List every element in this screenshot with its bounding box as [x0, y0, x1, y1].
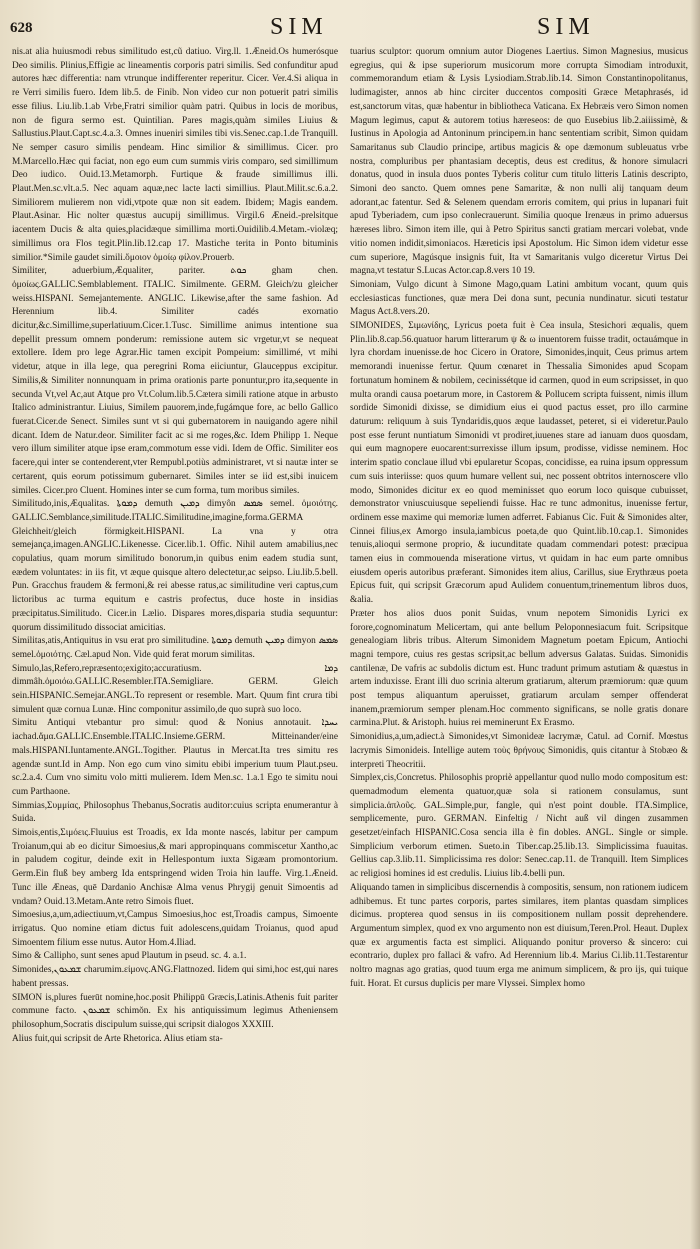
entry-similiter: Similiter, aduerbium,Æqualiter, pariter. ܟܘܬ gham chen. ὁμοίως.GALLIC.Semblablement. ITALIC. Similmente. GERM. Gleich/zu gleicher weiss.HISPANI. Semejantemente. ANGLIC. Likewise,after the same fashion. Ad Herennium lib.4. Similiter cadés exornatio dicitur,&c.Simillime,superlatiuum.Cicer.1.Tusc. Simillime animus intentione sua depellit pressum omnem ponderum: remissione autem sic vrgetur,vt se nequeat extollere. Idem pro lege Agrar.Hic tamen excipit Pompeium: simillimé, vt mihi videtur, atque in illa lege, qua peregrini Roma eiiciuntur, Glauceppus excipitur. Similis,& Similiter nonnunquam in prima orationis parte ponuntur,pro ita,sequente in secunda Vt,vel Ac,aut Atque pro Vt.Colum.lib.5.Cætera simili ratione atque in arbusto Italico administrantur. Liuius, Similem pauorem,inde,fugámque fore, ac bello Gallico fuerat.Cicer.de Senect. Similes sunt vt si qui gubernatorem in nauigando agere nihil dicant. Idem de Natur.deor. Similiter facit ac si me roges,&c. Idem Philipp 1. Neque vero illum similiter atque ipse eram,commotum esse vidi. Idem de Offic. Similiter eos facere,qui inter se contenderent,vter Rempubl.potiùs administraret, vt si nautæ inter se certarent, quis eorum potissimum gubernaret. Similes inter se iid est,sibi inuicem similes. Cicer.pro Cluent. Homines inter se cum forma, tum moribus similes. [12, 266, 338, 496]
entry-simitu: Simitu Antiqui vtebantur pro simul: quod & Nonius annotauit. ܝܚܕܐ iachad.ἅμα.GALLIC.Ensemble.ITALIC.Insieme.GERM. Mitteinander/eine mals.HISPANI.Iuntamente.ANGL.Togither. Plautus in Mercat.Ita tres simitu res agendæ sunt.Id in Amp. Non ego cum vino simitu ebibi imperium tuum Plaut.pseu. sc.2.a.4. Cum vno simitu volo mitti mulierem. Idem Men.sc. 1.a.1 Ego te simitu noui cum Parthaone. [12, 718, 338, 797]
entry-similitudo: Similitudo,inis,Æqualitas. ܕܡܘܬܐ demuth ܕܡܝܢ dimyôn ܣܡܣ semel. ὁμοιότης. GALLIC.Semblance,similitude.ITALIC.Similitudine,imagine,forma.GERMA Gleichheit/gleich förmigkeit.HISPANI. La vna y otra semejança,imagen.ANGLIC.Likenesse. Cicer.lib.1. Offic. Nihil autem amabilius,nec copulatius, quam morum similitudo bonorum,in quibus enim eadem studia sunt, eædem voluntates: in iis fit, vt æque quisque altero delectetur,ac seipso. Liu.lib.5.bell. Pun. Gracchus fraudem & fermoni,& rei abesse ratus,ac similitudine veri captus,cum lictoribus ac turma equitum e castris profectus, duce hoste in insidias præcipitatus.Similitudo. Cicer.in Lælio. Dispares mores,disparia studia sequuntur: quorum dissimilitudo dissociat amicitias. [12, 499, 338, 633]
entry-similis-cont: nis.at alia huiusmodi rebus similitudo est,cũ datiuo. Virg.ll. 1.Æneid.Os humerósque Deo similis. Plinius,Effigie ac lineamentis corporis patri similis. Sed confunditur apud autores hæc differentia: nam vtrunque indifferenter reperitur. Cicer. Ver.4.Si aliqua in re Verri similis fuero. Idem lib.5. de Finib. Non video cur non potuerit patri similis esse filius. Liu.lib.1.ab Vrbe,Fratri similior quàm patri. Quibus in locis de moribus, non de figura sermo est. Quintilian. Pares magis,quàm similes Liuius & Sallustius.Plaut.Capt.sc.4.a.3. Omnes inueniri similes tibi vis.Senec.cap.1.de Tranquill. Ne semper casuro similis pendeam. Hinc similior & simillimus. Cicer. pro M.Marcello.Hæc qui faciat, non ego eum cum summis viris comparo, sed simillimum Deo iudico. Ouid.13.Metamorph. Furtique & fraude simillimus illi. Plaut.Men.sc.vlt.a.5. Nec aquam aquæ,nec lacte lacti simillius. Plaut.Milit.sc.6.a.2. Similiorem mulierem non vidi,vtpote quæ non sit eadem. Ibidem; Magis eandem. Plaut.Asinar. Hic nolter quæstus aucupij simillimus. Virgil.6 Æneid.-prelsitque iacentem Ducis & alta quies,placidæque simillima morti.Ouidilib.4.Metam.-violæq; simillimus ora Flos tegit.Plin.lib.12.cap 17. Mastiche terita in Ponto bituminis similior.*Simile gaudet simili.ὅμοιον ὁμοίῳ φίλον.Prouerb. [12, 47, 338, 263]
entry-simoesius: Simoesius,a,um,adiectiuum,vt,Campus Simoesius,hoc est,Troadis campus, Simoente irrigatus. Quo nomine etiam dictus fuit adolescens,quidam Troianus, quod apud Simoentem filium esse nutus. Autor Hom.4.Iliad. [12, 910, 338, 948]
entry-simonides: SIMONIDES, Σιμωνίδης, Lyricus poeta fuit è Cea insula, Stesichori æqualis, quem Plin.lib.8.cap.56.quatuor harum litterarum ψ & ω inuentorem fuisse tradit, octauámque in lyra chordam inuenisse.de hoc Cicero in Oratore, Simonides,inquit, Ceus primus artem memorandi inuenisse fertur. Quum cœnaret in Thessalia Simonides apud Scopam fortunatum hominem & nobilem, cecinissétque id carmen, quod in eum scripsisset, in quo multa orandi causa poetarum more, in Castorem & Pollucem scripta fuissent, nimis illum sordide Simonidi dixisse, se dimidium eius ei quod pactus esset, pro illo carmine daturum: reliquum à suis Tyndaridis,quos æque laudasset, peteret, si ei videretur.Paulo post esse ferunt nuntiatum Simonidi vt prodiret,iuuenes stare ad ianuam duos quosdam, qui eum magnopere euocarent:surrexisse illum ipsum, prodisse, vidisse neminem. Hoc interim spatio conclaue illud vbi epularetur Scopas, concidisse, ea ruina ipsum oppressum cum suis interiisse: quos quum humare vellent sui, nec possent obtritos internoscere vllo modo, Simonides dicitur ex eo quod meminisset quo eorum loco quisque cubuisset, demonstrator vniuscuiusque sepeliendi fuisse. Hac re tunc admonitus, inuenisse fertur, ordinem esse maxime qui memoriæ lumen adferret. Fabianus Cic. Fuit & Simonides alter, Cinnei filius,ex Amorgo insula,iambicus poeta,de quo Quint.lib.10.cap.1. Simonides tenuis,alioqui sermone proprio, & iucunditate quadam commendari potest: præcipua tamen eius in commouenda miseratione virtus, vt quidam in hac eum parte omnibus eiusdem operis autoribus præferant. Simonides item alius, Carillus, siue Erythræus poeta Epicus fuit, qui scripsit Græcorum apud Aulidem conuentum,trinementum libros duos, &alia. [350, 321, 688, 606]
page-header [10, 14, 692, 40]
page-number: 628 [10, 20, 33, 36]
entry-simmias: Simmias,Συμμίας, Philosophus Thebanus,Socratis auditor:cuius scripta enumerantur à Suida. [12, 800, 338, 825]
entry-simois: Simois,entis,Σιμόεις.Fluuius est Troadis, ex Ida monte nascés, labitur per campum Troianum,qui ab eo dicitur Simoesius,& mari appropinquans commiscetur Xantho,ac in paludem cogitur, deinde exit in Hellespontum iuxta Sigæam promontorium. Germ.Ein fluß bey amberg Ida entspringend widen Troia hin lauffe. Virg.1.Æneid. Tunc ille Æneas, quē Dardanio Anchisæ Alma venus Phrygij genuit Simoentis ad vndam? Ouid.13.Metam.Ante retro Simois fluet. [12, 828, 338, 907]
entry-simones: Simonides,ܫܡܥܘܢ charumim.εἰμονς.ANG.Flattnozed. Iidem qui simi,hoc est,qui nares habent pressas. [12, 965, 338, 989]
right-column [350, 46, 688, 1236]
left-column [12, 46, 338, 1236]
entry-simonidius: Simonidius,a,um,adiect.à Simonides,vt Simonideæ lacrymæ, Catul. ad Cornif. Mœstus lacrymis Simonideis. Intellige autem τοὺς θρήνους Simonidis, quis citantur à Stobæo & interpreti Theocritii. [350, 732, 688, 770]
entry-simon-cont: tuarius sculptor: quorum omnium autor Diogenes Laertius. Simon Magnesius, musicus egregius, qui & ipse superiorum musicorum more corrupta Simodiam introduxit, commemorandum etiam & Lysis Lysiodiam.Strab.lib.14. Simon Constantinopolitanus, ludimagister, annos ab hinc circiter duccentos compositi Græce Metaphrasés, id est,sanctorum vitas, quæ habentur in bibliotheca Vaticana. Ex Hebræis vero Simon nomen Magum legimus, caput & autorem totius hæreseos: de quo Eusebius lib.2.aiiissimè, & Iustinus in Apologia ad Antoninum principem.in hanc sententiam scribit, Simon quidam Samaritanus sub Claudio principe, artibus magicis & ope dæmonum subleuatus vrbe nostra, compluribus per phantasiam deceptis, deus est creditus, & honore simulacri donatus, quod in insula duos pontes Tyberis colitur cum titulo litteris Latinis descripto, Simoni deo sancto. Quem omnes pene Samaritæ, & non nulli alij tanquam deum adorant,ac fatentur. Sed & Selenem quendam erroris comitem, qui prius in lupanari fuit apud Tyberiadem, cum ipso conlecrauerunt. Similia quoque Irenæus in primo aduersus hæreses libro. Simon item ille, qui à Petro Spiritus sancti gratiam mercari volebat, vnde vitio nomen indidit,simoniacos. Hæreticis ipsi Apostolum. Hic Simon idem videtur esse cum superiore, Magúsque insignis fuit, Ita vt Samaritanis vulgo diceretur Virtus Dei magna,vt testatur S.Lucas Actor.cap.8.vers 10 19. [350, 47, 688, 277]
entry-simulo: Simulo,las,Refero,repræsento;exigito;accuratiusm. ܕܡܐ dimmâh.ὁμοιόω.GALLIC.Resembler.ITA.Semigliare. GERM. Gleich sein.HISPANIC.Semejar.ANGL.To represent or resemble. Mart. Quum fint crura tibi simulent quæ cornua Lunæ. Hinc componitur assimilo,de quo suprà suo loco. [12, 663, 338, 715]
running-head-left: SIM [270, 14, 328, 40]
page-spine-shadow [690, 0, 700, 1249]
entry-similitas: Similitas,atis,Antiquitus in vsu erat pro similitudine. ܕܡܘܬܐ demuth ܕܡܝܢ dimyon ܣܡܣ semel.ὁμοιότης. Cæl.apud Non. Vide quid ferat morum similitas. [12, 636, 338, 660]
entry-simplex-aliquando: Aliquando tamen in simplicibus discernendis à compositis, sensum, non rationem iudicem adhibemus. Et tunc partes corporis, partes similares, item plantas quasdam simplices dicimus. propterea quod sensus in iis compositionem nullam possit deprehendere. Argumentum simplex, quod ex vno argumento non est diuisum,Teren.Prol. Heaut. Duplex quæ ex argumentis facta est simplici. Aliquando ponitur proverso & sincero: cui econtrario, duplex pro fallaci & vafro. Ad Herennium lib.4. Marius Ci.lib.11.Testarentur noltro magnas ago gratias, quod tuum erga me animum simplicem, & pro ijs, qui tuique fuit. Horat. Et cursus duplicis per mare Vlyssei. Simplex homo [350, 882, 688, 989]
entry-simonia: Simoniam, Vulgo dicunt à Simone Mago,quam Latini ambitum vocant, quum quis ecclesiasticas functiones, quæ mera Dei dona sunt, pecunia nundinatur. sicuti testatur Magus Act.8.vers.20. [350, 279, 688, 318]
entry-simonides-alii: Præter hos alios duos ponit Suidas, vnum nepotem Simonidis Lyrici ex forore,cognominatum Melicertam, qui ante bellum Peloponnesiacum fuit. Scripsitque genealogiam libris tribus. Alterum Simonidem Magnetum poetam Epicum, Antiochi magni tempore, cuius res gestas scripsit,ac bellum adversus Galatas. Suidas. Simonidis cantilenæ, De vafris ac subdolis dictum est. Hunc tradunt primum astutiam & quæstus in artem induxisse. Erant illi duo scrinia alterum gratiarum, alterum præmiorum: quæ quum post tempus aliquantum aperuisset, gratiarum arculam semper offenderat inanem,præmiorum semper plenam.Hoc commento significans, se nolle gratis donare carmina.Plut. & Aristoph. huius rei meminerunt Ex Erasmo. [350, 608, 688, 729]
running-head-right: SIM [537, 14, 595, 40]
entry-simon-alius: Alius fuit,qui scripsit de Arte Rhetorica. Alius etiam sta- [12, 1033, 223, 1044]
entry-simo-callipho: Simo & Callipho, sunt senes apud Plautum in pseud. sc. 4. a.1. [12, 951, 247, 962]
entry-simplex: Simplex,cis,Concretus. Philosophis propriè appellantur quod nullo modo compositum est: quemadmodum elementa quatuor,quæ sola si rationem consulamus, sunt simplicia.ἁπλοῦς. GAL.Simple,pur, fangle, qui n'est point double. ITA.Simplice, semplicemente, puro. GERMAN. Einfeltig / Nicht auß vil dingen zusammen gesetzet/einfach HISPANIC.Cosa sencia illa è fin dobles. ANGL. Single or simple. Simplicium verborum etimen. Sueto.in Tiber.cap.25.lib.13. Simplicissima fuauitas. Gellius cap.3.lib.11. Simplicissima res dolor: Senec.cap.11. de Tranquill. Item Simplices ac religiosi homines id est credulis. Liuius lib.4.belli pun. [350, 773, 688, 880]
entry-simon: SIMON is,plures fuerūt nomine,hoc.posit Philippū Græcis,Latinis.Athenis fuit pariter commune facto. ܫܡܥܘܢ schimŏn. Ex his antiquissimum legimus Atheniensem philosophum,Socratis discipulum suisse,qui scripsit dialogos XXXIII. [12, 992, 338, 1030]
column-divider [343, 46, 344, 1226]
